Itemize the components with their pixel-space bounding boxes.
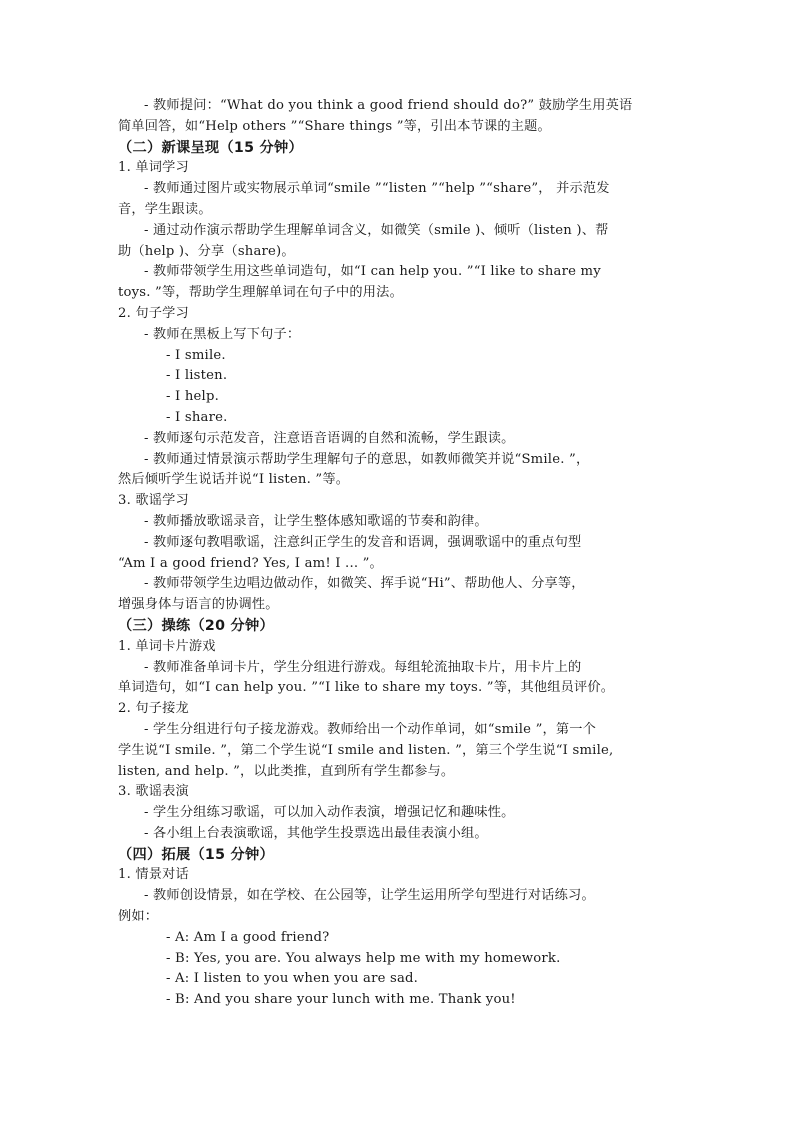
section-heading-extension: （四）拓展（15 分钟） <box>118 846 274 863</box>
example-sentence: - I listen. <box>166 368 228 384</box>
subheading-word-learning: 1. 单词学习 <box>118 160 189 176</box>
section-heading-practice: （三）操练（20 分钟） <box>118 617 274 634</box>
subheading-sentence-learning: 2. 句子学习 <box>118 305 189 321</box>
dialogue-line: - A: I listen to you when you are sad. <box>166 971 419 987</box>
subheading-chant-performance: 3. 歌谣表演 <box>118 784 189 800</box>
paragraph-line: - 教师创设情景，如在学校、在公园等，让学生运用所学句型进行对话练习。 <box>144 888 595 904</box>
paragraph-line: - 教师带领学生边唱边做动作，如微笑、挥手说“Hi”、帮助他人、分享等， <box>144 576 585 592</box>
example-sentence: - I help. <box>166 389 219 405</box>
paragraph-line: 助（help )、分享（share)。 <box>118 243 295 259</box>
subheading-situational-dialogue: 1. 情景对话 <box>118 867 189 883</box>
paragraph-line: - 学生分组练习歌谣，可以加入动作表演，增强记忆和趣味性。 <box>144 805 515 821</box>
paragraph-line: listen, and help. ”，以此类推，直到所有学生都参与。 <box>118 763 455 779</box>
intro-question-cont: 简单回答，如“Help others ”“Share things ”等，引出本节课的主题。 <box>118 118 551 134</box>
paragraph-line: - 通过动作演示帮助学生理解单词含义，如微笑（smile )、倾听（listen )、帮 <box>144 222 609 238</box>
paragraph-line: - 教师逐句教唱歌谣，注意纠正学生的发音和语调，强调歌谣中的重点句型 <box>144 534 582 550</box>
paragraph-line: - 教师播放歌谣录音，让学生整体感知歌谣的节奏和韵律。 <box>144 513 488 529</box>
subheading-chant-learning: 3. 歌谣学习 <box>118 493 189 509</box>
paragraph-line: - 学生分组进行句子接龙游戏。教师给出一个动作单词，如“smile ”，第一个 <box>144 721 597 737</box>
subheading-sentence-chain: 2. 句子接龙 <box>118 701 189 717</box>
paragraph-line: - 教师在黑板上写下句子： <box>144 326 301 342</box>
example-sentence: - I share. <box>166 409 228 425</box>
section-heading-new-lesson: （二）新课呈现（15 分钟） <box>118 139 303 156</box>
dialogue-line: - B: Yes, you are. You always help me with my homework. <box>166 950 561 966</box>
paragraph-line: 音，学生跟读。 <box>118 201 212 217</box>
paragraph-line: 学生说“I smile. ”，第二个学生说“I smile and listen. ”，第三个学生说“I smile, <box>118 742 614 758</box>
subheading-word-card-game: 1. 单词卡片游戏 <box>118 638 216 654</box>
dialogue-line: - A: Am I a good friend? <box>166 929 330 945</box>
paragraph-line: “Am I a good friend? Yes, I am! I ... ”。 <box>118 555 383 571</box>
paragraph-line: - 教师通过情景演示帮助学生理解句子的意思，如教师微笑并说“Smile. ”， <box>144 451 590 467</box>
intro-question-line: - 教师提问：“What do you think a good friend should do?” 鼓励学生用英语 <box>144 98 633 113</box>
paragraph-line: 单词造句，如“I can help you. ”“I like to share my toys. ”等，其他组员评价。 <box>118 680 615 696</box>
paragraph-line: - 教师通过图片或实物展示单词“smile ”“listen ”“help ”“share”， 并示范发 <box>144 181 610 197</box>
paragraph-line: - 各小组上台表演歌谣，其他学生投票选出最佳表演小组。 <box>144 825 488 841</box>
paragraph-line: - 教师带领学生用这些单词造句，如“I can help you. ”“I like to share my <box>144 264 601 280</box>
paragraph-line: - 教师准备单词卡片，学生分组进行游戏。每组轮流抽取卡片，用卡片上的 <box>144 659 582 675</box>
paragraph-line: 然后倾听学生说话并说“I listen. ”等。 <box>118 472 350 488</box>
paragraph-line: toys. ”等，帮助学生理解单词在句子中的用法。 <box>118 285 403 301</box>
dialogue-line: - B: And you share your lunch with me. Thank you! <box>166 992 516 1008</box>
example-sentence: - I smile. <box>166 347 226 363</box>
paragraph-line: 增强身体与语言的协调性。 <box>118 597 279 613</box>
paragraph-line: - 教师逐句示范发音，注意语音语调的自然和流畅，学生跟读。 <box>144 430 515 446</box>
paragraph-line: 例如： <box>118 909 159 925</box>
